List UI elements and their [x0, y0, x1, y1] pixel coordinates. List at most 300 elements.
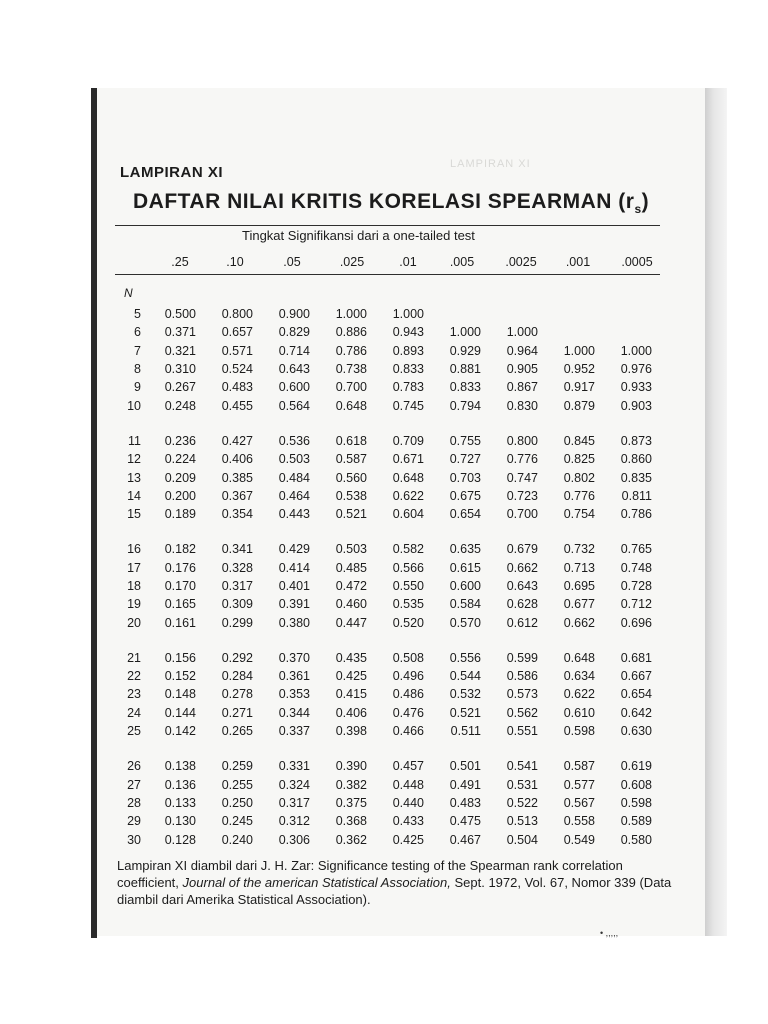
significance-level: .005 [449, 255, 475, 269]
critical-value: 0.321 [164, 343, 196, 358]
critical-value: 0.427 [221, 433, 253, 448]
critical-value: 0.558 [563, 814, 595, 829]
critical-value: 1.000 [449, 325, 481, 340]
critical-value: 0.628 [506, 597, 538, 612]
critical-value: 0.700 [506, 507, 538, 522]
critical-value: 0.284 [221, 669, 253, 684]
n-value: 15 [127, 507, 141, 522]
critical-value: 0.695 [563, 579, 595, 593]
table-row [117, 378, 652, 396]
critical-value: 0.503 [278, 452, 310, 467]
critical-value: 0.496 [392, 669, 424, 684]
critical-value: 0.648 [335, 398, 367, 413]
n-value: 13 [127, 470, 141, 485]
critical-value: 0.566 [392, 560, 424, 575]
critical-value: 0.905 [506, 362, 538, 377]
critical-value: 0.536 [278, 433, 310, 448]
critical-value: 0.425 [392, 832, 424, 847]
critical-value: 0.306 [278, 832, 310, 847]
critical-value: 0.608 [620, 777, 652, 792]
n-value: 12 [127, 452, 141, 467]
table-row [117, 342, 652, 360]
critical-value: 0.425 [335, 669, 367, 684]
critical-value: 1.000 [563, 343, 595, 358]
critical-value: 0.136 [164, 777, 196, 792]
critical-value [538, 323, 595, 341]
n-value: 20 [127, 615, 141, 630]
critical-value: 0.466 [392, 724, 424, 739]
table-row [117, 468, 652, 486]
critical-value: 0.748 [620, 560, 652, 575]
critical-value: 0.200 [164, 488, 196, 503]
critical-value: 0.176 [164, 560, 196, 575]
critical-value: 0.148 [164, 687, 196, 702]
critical-value: 0.829 [278, 325, 310, 340]
critical-value: 0.830 [506, 398, 538, 413]
n-value: 10 [127, 398, 141, 413]
critical-value: 0.292 [221, 650, 253, 665]
critical-value: 0.587 [563, 759, 595, 774]
table-row [117, 432, 652, 450]
critical-value: 0.643 [506, 579, 538, 593]
significance-level: .001 [565, 255, 591, 269]
critical-value: 0.800 [221, 307, 253, 322]
critical-value: 0.703 [449, 470, 481, 485]
critical-value: 0.491 [449, 777, 481, 792]
critical-value: 0.520 [392, 615, 424, 630]
table-row [117, 704, 652, 722]
critical-value: 0.619 [620, 759, 652, 774]
table-row [117, 685, 652, 703]
critical-value: 1.000 [392, 307, 424, 322]
n-value: 7 [134, 343, 141, 358]
critical-value: 0.406 [335, 705, 367, 720]
significance-level: .10 [226, 255, 244, 269]
critical-value: 0.776 [506, 452, 538, 467]
critical-value: 0.189 [164, 507, 196, 522]
critical-value: 0.483 [221, 380, 253, 395]
critical-value: 0.713 [563, 560, 595, 575]
bleed-through-text: LAMPIRAN XI [450, 158, 531, 170]
n-value: 19 [127, 597, 141, 612]
critical-value: 0.500 [164, 307, 196, 322]
critical-value: 0.610 [563, 705, 595, 720]
critical-value: 0.634 [563, 669, 595, 684]
critical-value: 0.929 [449, 343, 481, 358]
critical-value: 0.794 [449, 398, 481, 413]
critical-value: 0.671 [392, 452, 424, 467]
critical-value: 0.612 [506, 615, 538, 630]
critical-value: 0.406 [221, 452, 253, 467]
critical-value: 0.964 [506, 343, 538, 358]
critical-value: 0.584 [449, 597, 481, 612]
n-value: 28 [127, 795, 141, 810]
critical-value: 0.398 [335, 724, 367, 739]
critical-value: 0.662 [563, 615, 595, 630]
critical-value: 0.361 [278, 669, 310, 684]
critical-value: 0.679 [506, 542, 538, 557]
critical-value: 0.165 [164, 597, 196, 612]
critical-value: 0.598 [620, 795, 652, 810]
journal-title: Journal of the american Statistical Association, [182, 875, 451, 890]
n-value: 5 [134, 307, 141, 322]
critical-value: 0.635 [449, 542, 481, 557]
critical-value: 0.586 [506, 669, 538, 684]
critical-value: 0.440 [392, 795, 424, 810]
critical-value: 0.513 [506, 814, 538, 829]
critical-value: 0.532 [449, 687, 481, 702]
critical-value: 0.738 [335, 362, 367, 377]
critical-value: 0.401 [278, 579, 310, 593]
n-value: 17 [127, 560, 141, 575]
critical-value: 0.582 [392, 542, 424, 557]
critical-value: 0.337 [278, 724, 310, 739]
significance-level: .0005 [621, 255, 653, 269]
critical-value: 0.182 [164, 542, 196, 557]
significance-level: .05 [283, 255, 301, 269]
title-close: ) [641, 190, 650, 213]
critical-value: 0.845 [563, 433, 595, 448]
critical-value: 0.747 [506, 470, 538, 485]
significance-level: .025 [339, 255, 365, 269]
critical-value: 0.654 [620, 687, 652, 702]
critical-value: 0.511 [450, 724, 481, 739]
critical-value: 0.648 [563, 650, 595, 665]
critical-value: 0.642 [620, 705, 652, 720]
critical-value: 0.835 [620, 470, 652, 485]
critical-value: 0.152 [164, 669, 196, 684]
critical-value: 0.508 [392, 650, 424, 665]
critical-value: 0.560 [335, 470, 367, 485]
critical-value: 0.662 [506, 560, 538, 575]
critical-value: 0.657 [221, 325, 253, 340]
critical-value: 0.344 [278, 705, 310, 720]
critical-value: 0.380 [278, 615, 310, 630]
critical-value: 0.811 [621, 488, 652, 503]
critical-value: 0.467 [449, 832, 481, 847]
critical-value: 0.278 [221, 687, 253, 702]
critical-value: 0.312 [278, 814, 310, 829]
critical-value: 0.943 [392, 325, 424, 340]
critical-value: 0.267 [164, 380, 196, 395]
table-row [117, 830, 652, 848]
critical-value: 0.622 [563, 687, 595, 702]
row-group-gap [117, 415, 652, 432]
critical-value: 0.783 [392, 380, 424, 395]
critical-value: 0.933 [620, 380, 652, 395]
critical-value: 0.589 [620, 814, 652, 829]
critical-value: 0.390 [335, 759, 367, 774]
critical-value: 0.587 [335, 452, 367, 467]
critical-value: 0.503 [335, 542, 367, 557]
top-rule [115, 225, 660, 226]
critical-value: 0.732 [563, 542, 595, 557]
significance-level: .01 [399, 255, 417, 269]
critical-value: 0.341 [221, 542, 253, 557]
critical-value: 0.483 [449, 795, 481, 810]
critical-value: 0.667 [620, 669, 652, 684]
table-row [117, 613, 652, 631]
critical-value: 0.370 [278, 650, 310, 665]
critical-value: 0.317 [221, 579, 253, 593]
critical-value: 0.324 [278, 777, 310, 792]
critical-value: 0.886 [335, 325, 367, 340]
significance-level: .0025 [505, 255, 537, 269]
table-row [117, 722, 652, 740]
critical-value: 0.245 [221, 814, 253, 829]
n-value: 25 [127, 724, 141, 739]
critical-value [481, 305, 538, 323]
critical-value: 0.860 [620, 452, 652, 467]
critical-value: 0.615 [449, 560, 481, 575]
critical-value: 0.881 [449, 362, 481, 377]
critical-value: 0.138 [164, 759, 196, 774]
critical-value: 0.745 [392, 398, 424, 413]
critical-value [424, 305, 481, 323]
title-text: DAFTAR NILAI KRITIS KORELASI SPEARMAN (r [133, 190, 635, 213]
critical-value: 0.144 [164, 705, 196, 720]
n-value: 18 [127, 579, 141, 593]
table-row [117, 595, 652, 613]
critical-value: 0.675 [449, 488, 481, 503]
footnote-text: Lampiran XI diambil dari J. H. Zar: Significance testing of the Spearman rank correlation coefficient, [117, 858, 623, 890]
critical-value [538, 305, 595, 323]
critical-value: 0.681 [620, 650, 652, 665]
critical-value: 0.531 [506, 777, 538, 792]
critical-value: 0.371 [164, 325, 196, 340]
critical-value: 0.265 [221, 724, 253, 739]
n-value: 16 [127, 542, 141, 557]
critical-value: 0.776 [563, 488, 595, 503]
critical-value: 0.353 [278, 687, 310, 702]
critical-value: 1.000 [335, 307, 367, 322]
critical-value: 0.728 [620, 579, 652, 593]
critical-value: 0.209 [164, 470, 196, 485]
critical-value: 0.375 [335, 795, 367, 810]
n-value: 8 [134, 362, 141, 377]
critical-value: 0.236 [164, 433, 196, 448]
critical-value: 0.259 [221, 759, 253, 774]
critical-value: 0.754 [563, 507, 595, 522]
critical-value: 0.367 [221, 488, 253, 503]
critical-value: 0.577 [563, 777, 595, 792]
critical-value: 0.501 [449, 759, 481, 774]
critical-value: 0.128 [164, 832, 196, 847]
critical-value: 0.833 [392, 362, 424, 377]
critical-value: 0.414 [278, 560, 310, 575]
critical-value: 0.299 [221, 615, 253, 630]
critical-value: 0.562 [506, 705, 538, 720]
source-footnote [117, 857, 677, 908]
critical-value: 0.521 [449, 705, 481, 720]
n-value: 29 [127, 814, 141, 829]
critical-value: 0.255 [221, 777, 253, 792]
critical-value: 0.900 [278, 307, 310, 322]
critical-value: 0.317 [278, 795, 310, 810]
critical-value: 0.224 [164, 452, 196, 467]
critical-value: 0.976 [620, 362, 652, 377]
page-title [133, 190, 649, 216]
critical-value: 0.535 [392, 597, 424, 612]
critical-value: 1.000 [620, 343, 652, 358]
critical-value: 0.786 [335, 343, 367, 358]
critical-value: 0.654 [449, 507, 481, 522]
critical-value: 0.309 [221, 597, 253, 612]
critical-value: 0.484 [278, 470, 310, 485]
table-row [117, 450, 652, 468]
critical-value: 0.448 [392, 777, 424, 792]
n-value: 27 [127, 777, 141, 792]
table-row [117, 649, 652, 667]
critical-value: 0.460 [335, 597, 367, 612]
critical-values-table [117, 305, 652, 849]
critical-value: 0.598 [563, 724, 595, 739]
critical-value: 0.130 [164, 814, 196, 829]
critical-value: 0.391 [278, 597, 310, 612]
critical-value: 0.917 [563, 380, 595, 395]
n-value: 23 [127, 687, 141, 702]
critical-value: 0.622 [392, 488, 424, 503]
critical-value: 0.580 [620, 832, 652, 847]
critical-value: 0.549 [563, 832, 595, 847]
critical-value: 0.618 [335, 433, 367, 448]
critical-value: 0.714 [278, 343, 310, 358]
critical-value: 0.170 [164, 579, 196, 593]
table-row [117, 487, 652, 505]
critical-value: 0.133 [164, 795, 196, 810]
page-mark: • ,,,,, [600, 928, 619, 938]
critical-value: 0.677 [563, 597, 595, 612]
critical-value: 0.435 [335, 650, 367, 665]
table-row [117, 505, 652, 523]
critical-value [595, 305, 652, 323]
critical-value: 0.485 [335, 560, 367, 575]
critical-value: 0.800 [506, 433, 538, 448]
table-row [117, 323, 652, 341]
critical-value: 0.156 [164, 650, 196, 665]
critical-value: 0.310 [164, 362, 196, 377]
critical-value: 0.867 [506, 380, 538, 395]
n-value: 14 [127, 488, 141, 503]
critical-value: 0.464 [278, 488, 310, 503]
n-value: 6 [134, 325, 141, 340]
critical-value: 0.331 [278, 759, 310, 774]
critical-value: 0.521 [335, 507, 367, 522]
critical-value: 0.570 [449, 615, 481, 630]
critical-value: 0.630 [620, 724, 652, 739]
critical-value: 0.457 [392, 759, 424, 774]
critical-value: 0.415 [335, 687, 367, 702]
critical-value: 0.573 [506, 687, 538, 702]
n-value: 21 [127, 650, 141, 665]
critical-value: 0.893 [392, 343, 424, 358]
critical-value: 0.248 [164, 398, 196, 413]
critical-value: 0.433 [392, 814, 424, 829]
table-row [117, 360, 652, 378]
appendix-label: LAMPIRAN XI [120, 164, 223, 181]
critical-value: 0.455 [221, 398, 253, 413]
critical-value: 0.447 [335, 615, 367, 630]
critical-value: 0.755 [449, 433, 481, 448]
critical-value: 0.643 [278, 362, 310, 377]
table-row [117, 577, 652, 595]
n-value: 26 [127, 759, 141, 774]
critical-value: 0.648 [392, 470, 424, 485]
n-value: 9 [134, 380, 141, 395]
critical-value: 0.544 [449, 669, 481, 684]
critical-value: 0.504 [506, 832, 538, 847]
table-row [117, 559, 652, 577]
table-row [117, 305, 652, 323]
critical-value: 0.903 [620, 398, 652, 413]
critical-value: 0.786 [620, 507, 652, 522]
critical-value: 0.600 [449, 579, 481, 593]
critical-value: 0.362 [335, 832, 367, 847]
critical-value: 0.475 [449, 814, 481, 829]
critical-value: 0.385 [221, 470, 253, 485]
critical-value: 0.952 [563, 362, 595, 377]
n-value: 11 [128, 433, 141, 448]
critical-value: 0.476 [392, 705, 424, 720]
critical-value: 0.382 [335, 777, 367, 792]
critical-value: 0.472 [335, 579, 367, 593]
critical-value: 0.825 [563, 452, 595, 467]
critical-value: 0.765 [620, 542, 652, 557]
n-value: 30 [127, 832, 141, 847]
critical-value: 0.271 [221, 705, 253, 720]
critical-value: 0.429 [278, 542, 310, 557]
n-column-label: N [124, 286, 133, 300]
critical-value: 0.250 [221, 795, 253, 810]
critical-value: 0.696 [620, 615, 652, 630]
critical-value: 0.564 [278, 398, 310, 413]
critical-value: 0.700 [335, 380, 367, 395]
critical-value: 0.541 [506, 759, 538, 774]
significance-level: .25 [171, 255, 189, 269]
critical-value: 0.142 [164, 724, 196, 739]
table-row [117, 757, 652, 775]
table-row [117, 812, 652, 830]
critical-value: 0.328 [221, 560, 253, 575]
title-subscript: s [634, 202, 642, 217]
critical-value: 0.567 [563, 795, 595, 810]
critical-value: 0.486 [392, 687, 424, 702]
table-row [117, 776, 652, 794]
critical-value: 0.879 [563, 398, 595, 413]
table-row [117, 667, 652, 685]
n-value: 22 [127, 669, 141, 684]
critical-value: 1.000 [506, 325, 538, 340]
significance-header: Tingkat Signifikansi dari a one-tailed test [242, 228, 475, 243]
critical-value: 0.873 [620, 433, 652, 448]
critical-value: 0.727 [449, 452, 481, 467]
critical-value: 0.833 [449, 380, 481, 395]
critical-value: 0.571 [221, 343, 253, 358]
critical-value: 0.524 [221, 362, 253, 377]
critical-value: 0.551 [506, 724, 538, 739]
footnote-tail: Sept. 1972, Vol. 67, Nomor 339 (Data diambil dari Amerika Statistical Association). [117, 875, 672, 907]
critical-value [595, 323, 652, 341]
critical-value: 0.604 [392, 507, 424, 522]
table-row [117, 794, 652, 812]
header-rule [115, 274, 660, 275]
critical-value: 0.556 [449, 650, 481, 665]
critical-value: 0.443 [278, 507, 310, 522]
critical-value: 0.538 [335, 488, 367, 503]
critical-value: 0.522 [506, 795, 538, 810]
critical-value: 0.802 [563, 470, 595, 485]
critical-value: 0.709 [392, 433, 424, 448]
